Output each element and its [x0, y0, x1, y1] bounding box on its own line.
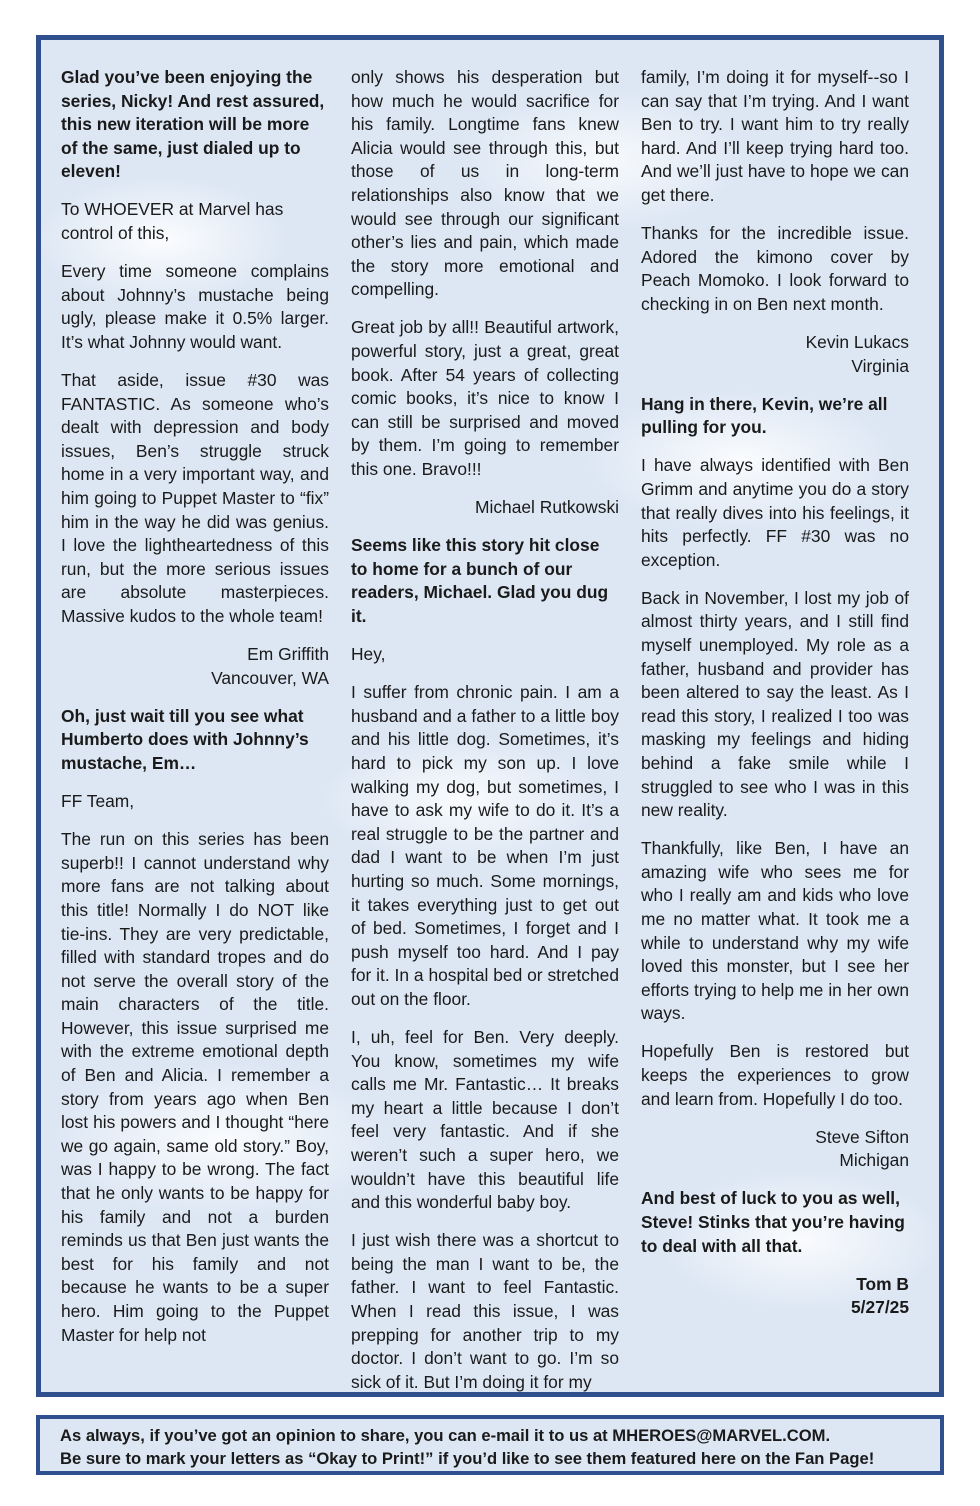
letter-paragraph: family, I’m doing it for myself--so I can say that I’m trying. And I want Ben to try. I want him to try really hard. And I’ll keep trying hard too. And we’ll just have to hope we can get there. [641, 67, 909, 205]
letter-paragraph: Hopefully Ben is restored but keeps the experiences to grow and learn from. Hopefully I do too. [641, 1041, 909, 1109]
signature-line: Tom B [856, 1273, 909, 1294]
signature-line: Steve Sifton [815, 1126, 909, 1147]
letter-paragraph: The run on this series has been superb!! I cannot understand why more fans are not talking about this title! Normally I do NOT like tie-ins. They are very predictable, filled with standard tropes and do not serve the overall story of the main characters of the title. However, this issue surprised me with the extreme emotional depth of Ben and Alicia. I remember a story from years ago when Ben lost his powers and I thought “here we go again, same old story.” Boy, was I happy to be wrong. The fact that he only wants to be happy for his family and not a burden reminds us that Ben just wants the best for his family and not because he wants to be a super hero. Him going to the Puppet Master for help not [61, 829, 329, 1345]
column-1 [61, 66, 329, 1362]
footer-line-1: As always, if you’ve got an opinion to share, you can e-mail it to us at MHEROES@MARVEL.COM. [60, 1426, 831, 1445]
editor-reply: Glad you’ve been enjoying the series, Nicky! And rest assured, this new iteration will be more of the same, just dialed up to eleven! [61, 67, 325, 182]
letter-paragraph: Great job by all!! Beautiful artwork, powerful story, just a great, great book. After 54 years of collecting comic books, it’s nice to know I can still be surprised and moved by them. I’m going to remember this one. Bravo!!! [351, 317, 619, 479]
letter-signature [641, 1273, 909, 1320]
letter-paragraph: Thanks for the incredible issue. Adored the kimono cover by Peach Momoko. I look forward to checking in on Ben next month. [641, 223, 909, 314]
letter-paragraph: Hey, [351, 644, 386, 665]
submission-footer [36, 1415, 944, 1475]
letter-paragraph: Thankfully, like Ben, I have an amazing wife who sees me for who I really am and kids who love me no matter what. It took me a while to understand why my wife loved this monster, but I see her efforts trying to help me in her own ways. [641, 838, 909, 1024]
letter-paragraph: I suffer from chronic pain. I am a husband and a father to a little boy and his little dog. Sometimes, it’s hard to pick my son up. I love walking my dog, but sometimes, I have to ask my wife to do it. It’s a real struggle to be the partner and dad I want to be when I’m just hurting so much. Some mornings, it takes everything just to get out of bed. Sometimes, I forget and I push myself too hard. And I pay for it. In a hospital bed or stretched out on the floor. [351, 682, 619, 1009]
signature-line: Kevin Lukacs [805, 331, 909, 352]
letter-signature [351, 496, 619, 520]
signature-line: Michigan [839, 1150, 909, 1171]
editor-reply: And best of luck to you as well, Steve! Stinks that you’re having to deal with all that. [641, 1188, 905, 1256]
letters-panel [36, 35, 944, 1397]
letter-paragraph: To WHOEVER at Marvel has control of this, [61, 199, 284, 244]
signature-line: Virginia [851, 355, 909, 376]
letter-paragraph: That aside, issue #30 was FANTASTIC. As someone who’s dealt with depression and body issues, Ben’s struggle struck home in a very important way, and him going to Puppet Master to “fix” him in the way he did was genius. I love the lightheartedness of this run, but the more serious issues are absolute masterpieces. Massive kudos to the whole team! [61, 370, 329, 626]
column-2 [351, 66, 619, 1409]
column-3 [641, 66, 909, 1334]
editor-reply: Seems like this story hit close to home for a bunch of our readers, Michael. Glad you dug it. [351, 535, 609, 626]
letter-paragraph: I, uh, feel for Ben. Very deeply. You know, sometimes my wife calls me Mr. Fantastic… It breaks my heart a little because I don’t feel very fantastic. And if she weren’t such a super hero, we wouldn’t have this beautiful life and this wonderful baby boy. [351, 1026, 619, 1213]
letter-paragraph: FF Team, [61, 791, 135, 812]
signature-line: Michael Rutkowski [475, 497, 619, 518]
letter-signature [641, 1126, 909, 1173]
letter-paragraph: I have always identified with Ben Grimm and anytime you do a story that really dives into his feelings, it hits perfectly. FF #30 was no exception. [641, 455, 909, 570]
editor-reply: Hang in there, Kevin, we’re all pulling for you. [641, 393, 888, 438]
footer-line-2: Be sure to mark your letters as “Okay to Print!” if you’d like to see them featured here on the Fan Page! [60, 1449, 875, 1468]
letter-paragraph: only shows his desperation but how much he would sacrifice for his family. Longtime fans knew Alicia would see through this, but those of us in long-term relationships also know that we would see through our significant other’s lies and pain, which made the story more emotional and compelling. [351, 67, 619, 300]
letter-signature [61, 643, 329, 690]
editor-reply: Oh, just wait till you see what Humberto does with Johnny’s mustache, Em… [61, 705, 309, 773]
signature-line: Em Griffith [247, 644, 329, 665]
signature-line: Vancouver, WA [211, 667, 329, 688]
letter-paragraph: Back in November, I lost my job of almost thirty years, and I still find myself unemployed. My role as a father, husband and provider has been altered to say the least. As I read this story, I realized I too was masking my feelings and hiding behind a fake smile while I struggled to see who I was in this new reality. [641, 587, 909, 821]
letter-paragraph: Every time someone complains about Johnny’s mustache being ugly, please make it 0.5% larger. It’s what Johnny would want. [61, 261, 329, 352]
letter-paragraph: I just wish there was a shortcut to being the man I want to be, the father. I want to feel Fantastic. When I read this issue, I was prepping for another trip to my doctor. I don’t want to go. I’m so sick of it. But I’m doing it for my [351, 1230, 619, 1392]
letter-signature [641, 331, 909, 378]
signature-line: 5/27/25 [850, 1297, 909, 1318]
